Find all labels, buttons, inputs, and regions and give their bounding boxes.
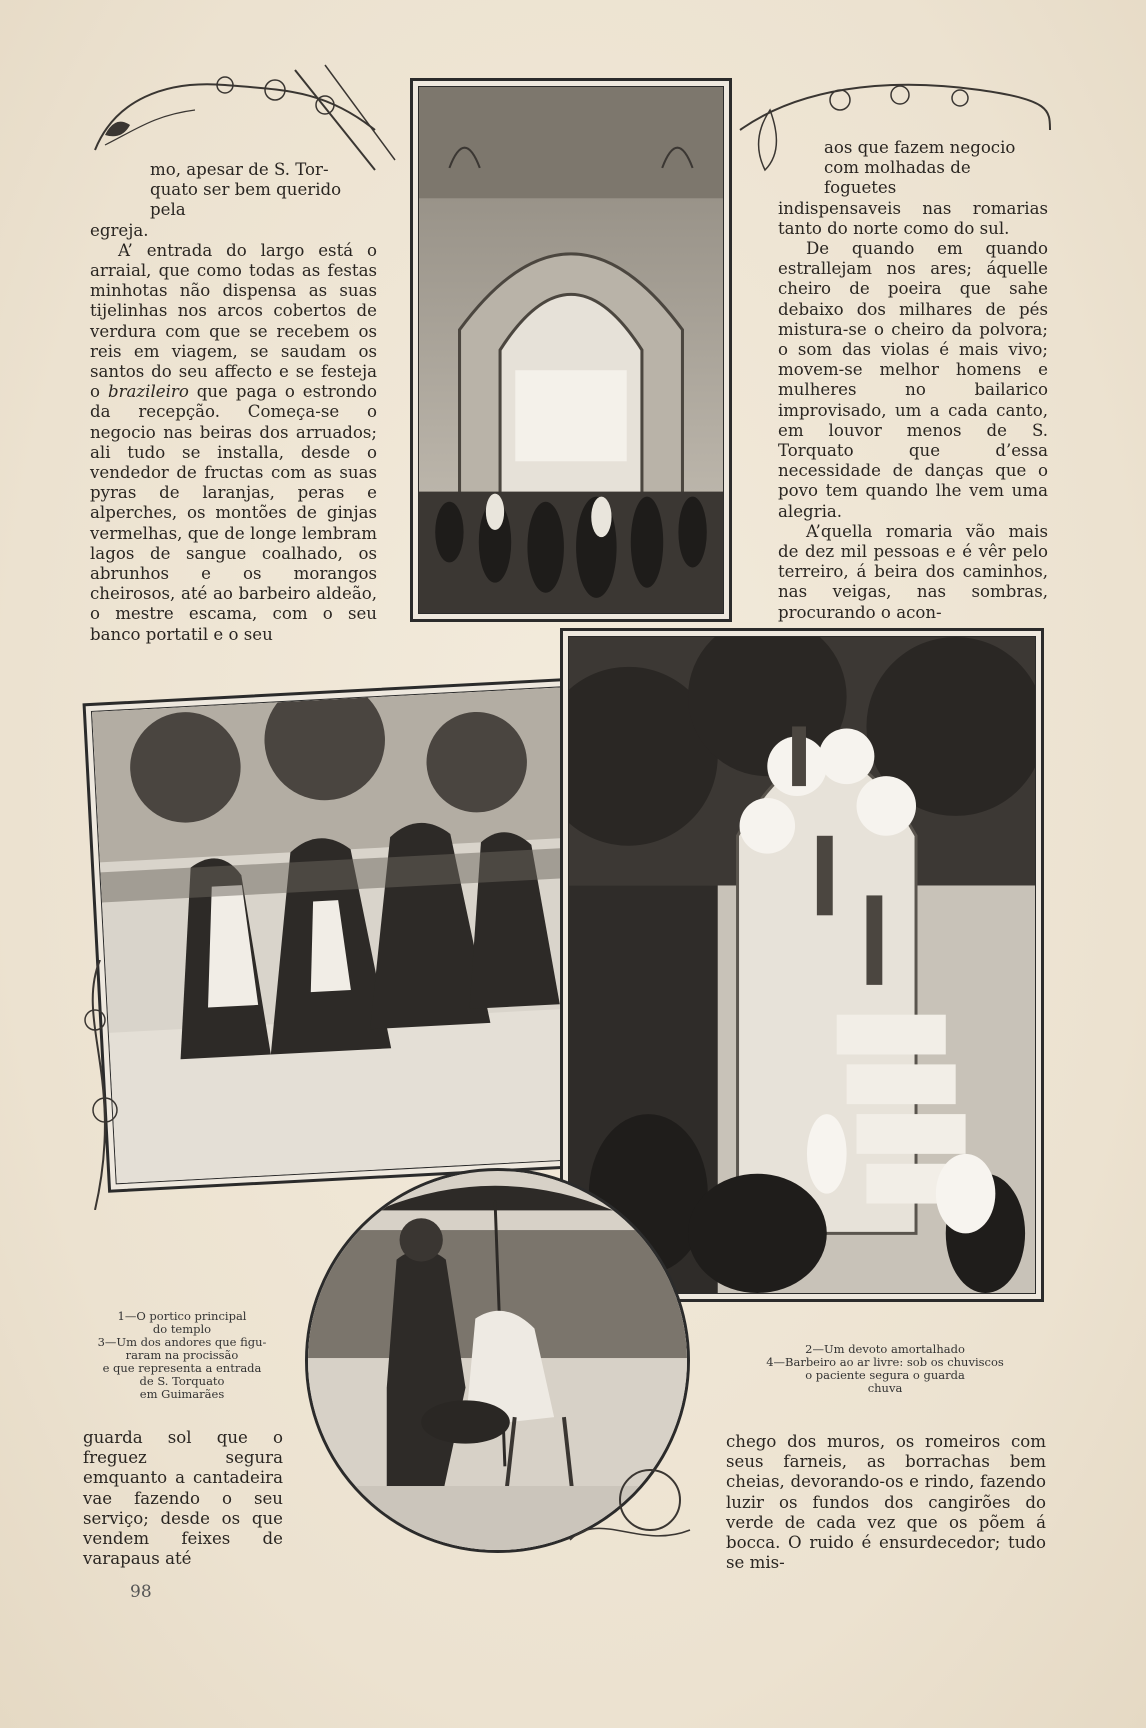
page-number: 98 bbox=[130, 1582, 152, 1602]
paragraph-arraial: A’ entrada do largo está o arraial, que como todas as festas minhotas não dispensa as suas tijelinhas nos arcos cobertos de verdura com que se recebem os reis em viagem, se saudam os santos do seu affecto e se festeja o brazileiro que paga o estrondo da recepção. Começa-se o negocio nas beiras dos arruados; ali tudo se installa, desde o vendedor de fructas com as suas pyras de laranjas, peras e alperches, os montões de ginjas vermelhas, que de longe lembram lagos de sangue coalhado, os abrunhos e os morangos cheirosos, até ao barbeiro aldeão, o mestre escama, com o seu banco portatil e o seu bbox=[90, 240, 377, 644]
photo-portico bbox=[410, 78, 732, 622]
caption-left-line-4: raram na procissão bbox=[125, 1348, 239, 1362]
caption-right-line-3: o paciente segura o guarda bbox=[805, 1368, 965, 1382]
dropcap-lines bbox=[90, 160, 377, 221]
right-column-bottom-text bbox=[726, 1432, 1046, 1573]
italic-word: brazileiro bbox=[107, 382, 189, 402]
left-column-bottom-text bbox=[83, 1428, 283, 1569]
right-column-top-text bbox=[778, 138, 1048, 623]
caption-left-line-7: em Guimarães bbox=[139, 1387, 225, 1401]
photo-andor-procession bbox=[83, 677, 608, 1192]
procession-illustration bbox=[92, 687, 598, 1184]
caption-right bbox=[735, 1343, 1035, 1395]
caption-left-line-6: de S. Torquato bbox=[139, 1374, 225, 1388]
floral-ornament-left-side bbox=[70, 960, 130, 1210]
paragraph-foguetes: indispensaveis nas romarias tanto do norte como do sul. bbox=[778, 198, 1048, 238]
caption-right-line-1: 2—Um devoto amortalhado bbox=[805, 1342, 965, 1356]
dropcap-line-1: mo, apesar de S. Tor- bbox=[150, 160, 329, 179]
paragraph-estrallejam: De quando em quando estrallejam nos ares; áquelle cheiro de poeira que sahe debaixo dos milhares de pés mistura-se o cheiro da polvora; o som das violas é mais vivo; movem-se melhor homens e mulheres no bailarico improvisado, um a cada canto, em louvor menos de S. Torquato que d’essa necessidade de danças que o povo tem quando lhe vem uma alegria. bbox=[778, 239, 1048, 521]
portico-illustration bbox=[419, 87, 723, 613]
caption-left-line-2: do templo bbox=[152, 1322, 212, 1336]
caption-right-line-2: 4—Barbeiro ao ar livre: sob os chuviscos bbox=[766, 1355, 1004, 1369]
caption-left bbox=[72, 1310, 292, 1401]
caption-right-line-4: chuva bbox=[867, 1381, 903, 1395]
right-lead-line-2: com molhadas de foguetes bbox=[824, 158, 971, 198]
caption-left-line-5: e que representa a entrada bbox=[102, 1361, 262, 1375]
paragraph-guarda-sol: guarda sol que o freguez segura emquanto a cantadeira vae fazendo o seu serviço; desde os que vendem feixes de varapaus até bbox=[83, 1428, 283, 1569]
paragraph-farneis: chego dos muros, os romeiros com seus farneis, as borrachas bem cheias, devorando-os e rindo, fazendo luzir os fundos dos cangirões do verde de cada vez que os põem á bocca. O ruido é ensurdecedor; tudo se mis- bbox=[726, 1432, 1046, 1573]
paragraph-romaria: A’quella romaria vão mais de dez mil pessoas e é vêr pelo terreiro, á beira dos caminhos, nas veigas, nas sombras, procurando o acon- bbox=[778, 521, 1048, 622]
left-column-top-text bbox=[90, 160, 377, 645]
caption-left-line-3: 3—Um dos andores que figu- bbox=[97, 1335, 267, 1349]
dropcap-line-2: quato ser bem querido pela bbox=[150, 180, 342, 220]
paragraph-lead-end: egreja. bbox=[90, 220, 149, 240]
right-lead-line-1: aos que fazem negocio bbox=[824, 138, 1016, 157]
caption-left-line-1: 1—O portico principal bbox=[117, 1309, 247, 1323]
floral-ornament-bottom-right bbox=[560, 1430, 700, 1560]
